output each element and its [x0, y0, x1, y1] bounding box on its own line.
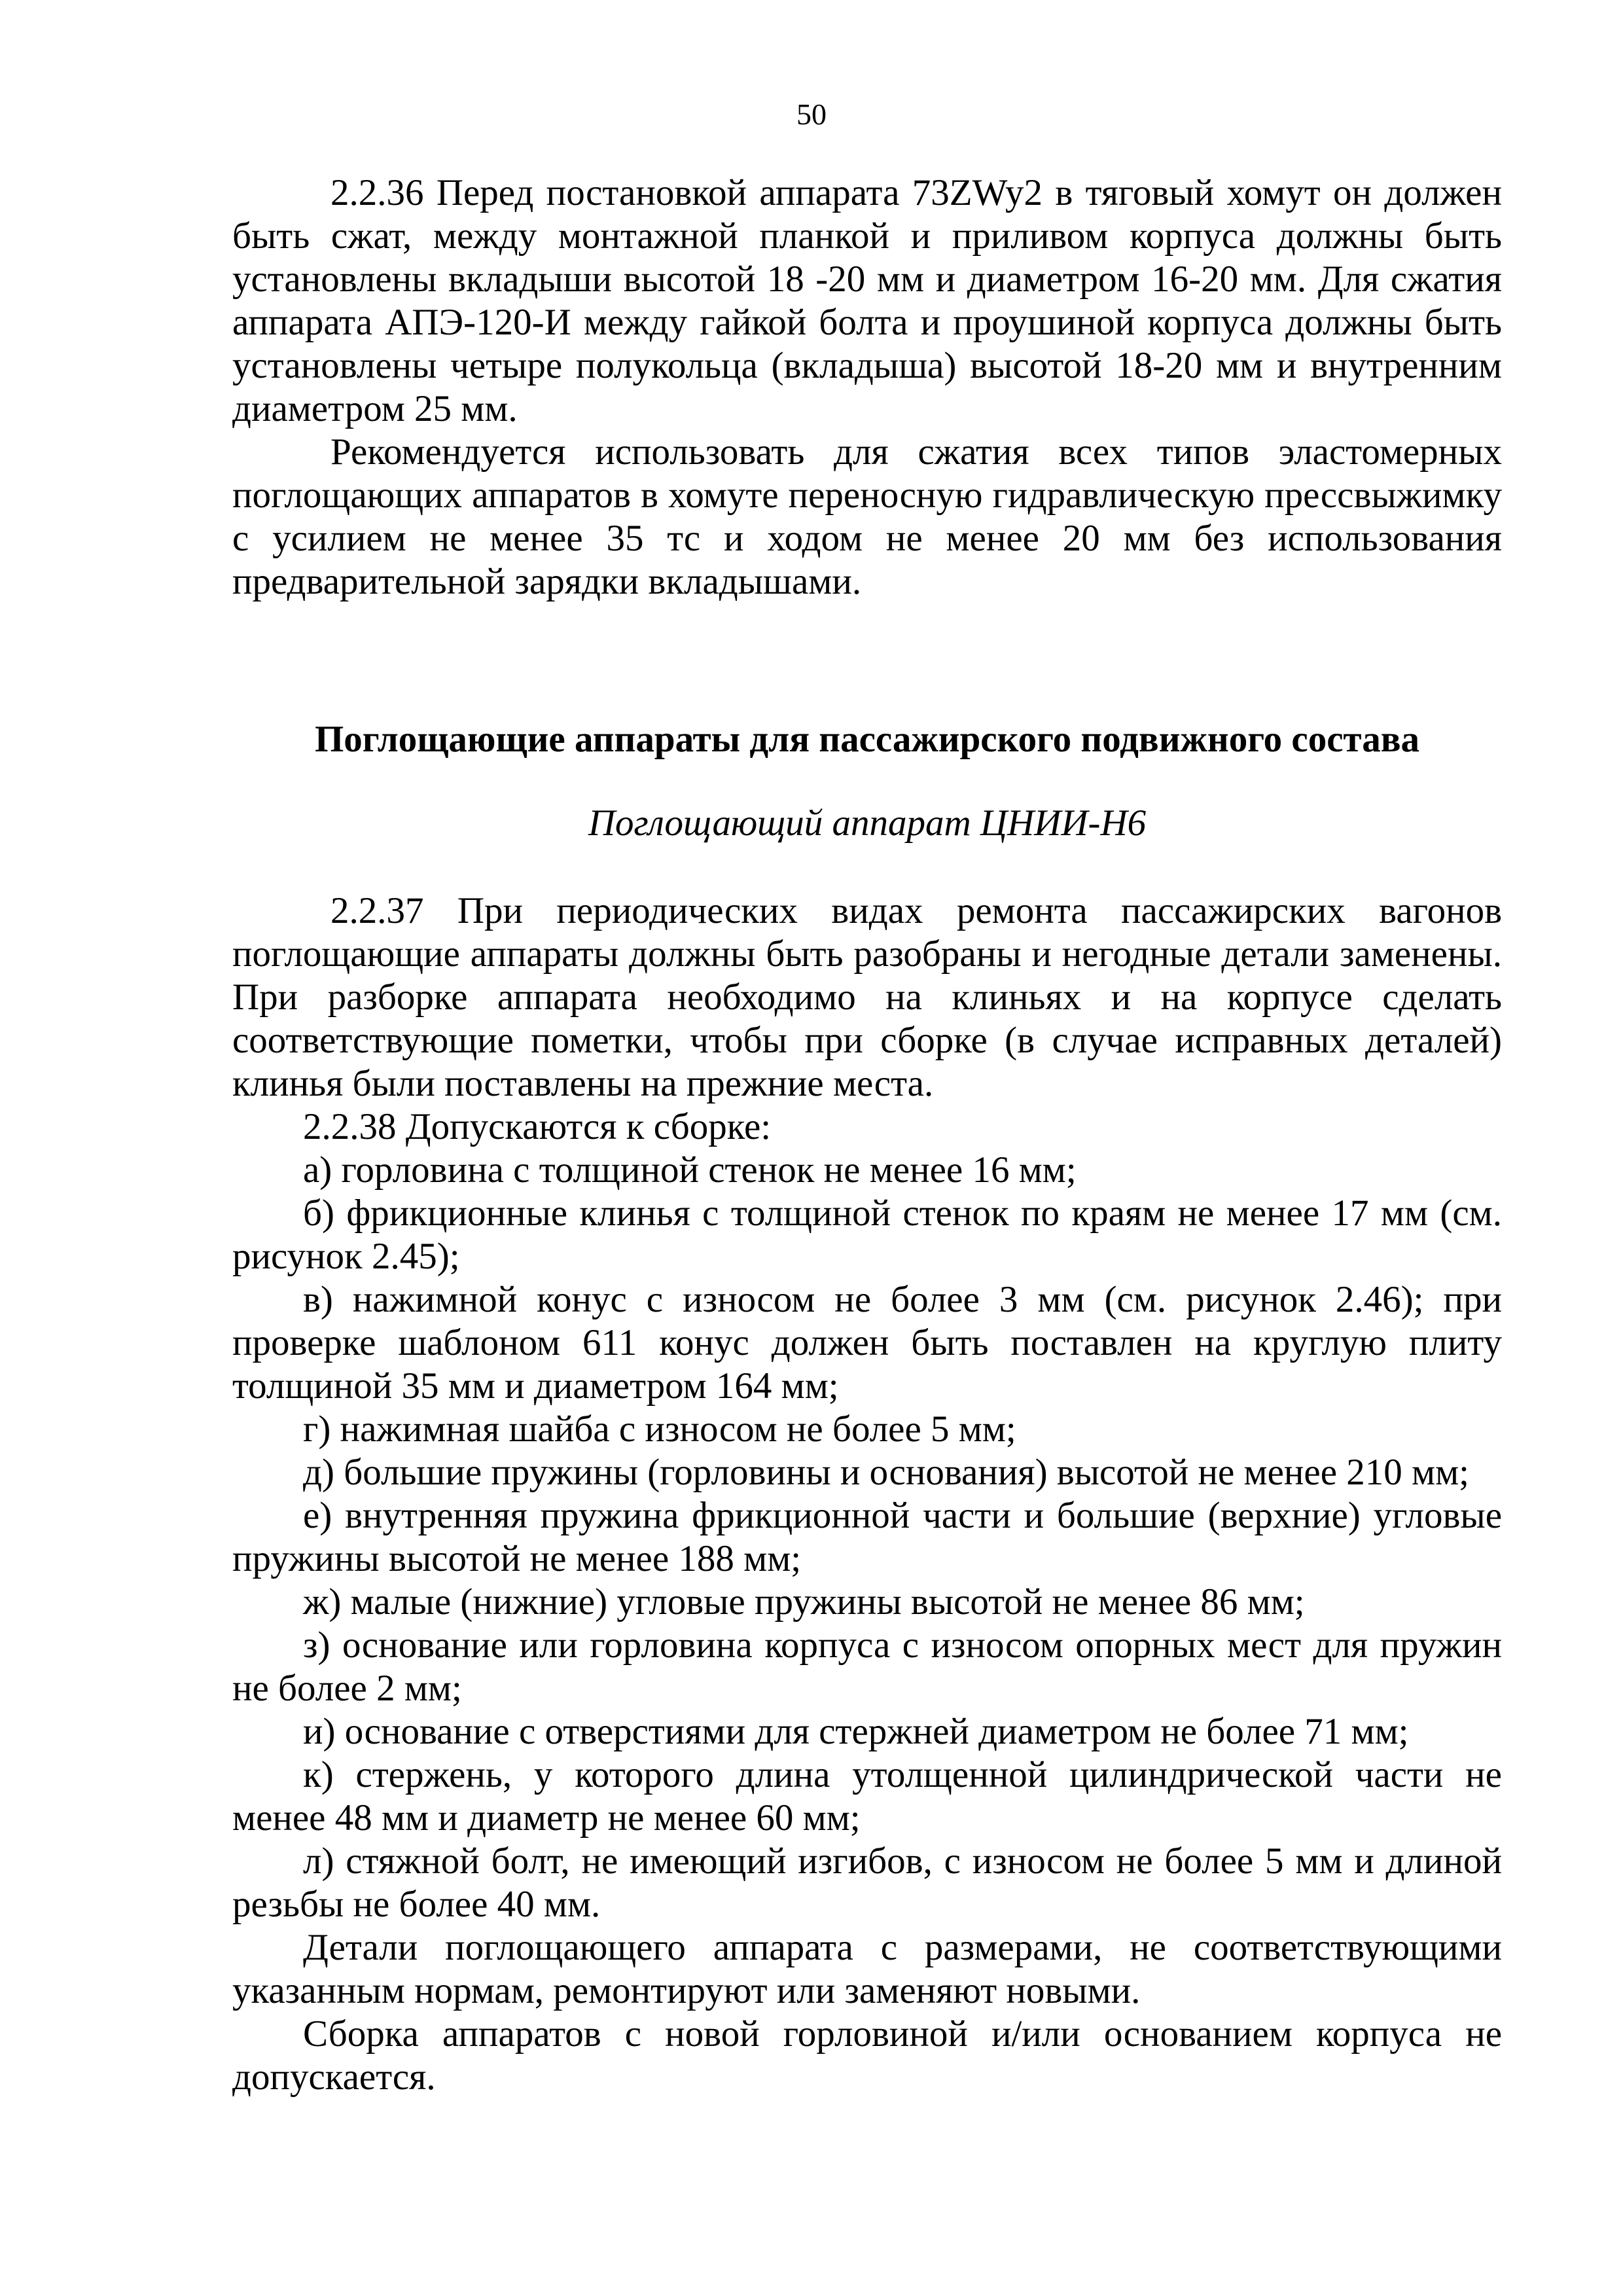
paragraph-2-2-36: 2.2.36 Перед постановкой аппарата 73ZWy2 в тяговый хомут он должен быть сжат, между монтажной планкой и приливом корпуса должны быть установлены вкладыши высотой 18 -20 мм и диаметром 16-20 мм. Для сжатия аппарата АПЭ-120-И между гайкой болта и проушиной корпуса должны быть установлены четыре полукольца (вкладыша) высотой 18-20 мм и внутренним диаметром 25 мм. [232, 172, 1502, 429]
list-item-e: е) внутренняя пружина фрикционной части и большие (верхние) угловые пружины высотой не менее 188 мм; [232, 1495, 1502, 1579]
list-item-g: г) нажимная шайба с износом не более 5 мм; [303, 1408, 1016, 1450]
list-item-l: л) стяжной болт, не имеющий изгибов, с износом не более 5 мм и длиной резьбы не более 40 мм. [232, 1840, 1502, 1925]
section-subheading: Поглощающий аппарат ЦНИИ-Н6 [588, 802, 1147, 844]
list-item-zh: ж) малые (нижние) угловые пружины высотой не менее 86 мм; [303, 1581, 1305, 1623]
paragraph-2-2-38: 2.2.38 Допускаются к сборке: [303, 1106, 772, 1147]
list-item-v: в) нажимной конус с износом не более 3 мм (см. рисунок 2.46); при проверке шаблоном 611 конус должен быть поставлен на круглую плиту толщиной 35 мм и диаметром 164 мм; [232, 1279, 1502, 1407]
list-item-b: б) фрикционные клинья с толщиной стенок по краям не менее 17 мм (см. рисунок 2.45); [232, 1193, 1502, 1277]
list-item-a: а) горловина с толщиной стенок не менее 16 мм; [303, 1149, 1077, 1191]
paragraph-assembly-note: Сборка аппаратов с новой горловиной и/или основанием корпуса не допускается. [232, 2013, 1502, 2098]
section-heading: Поглощающие аппараты для пассажирского подвижного состава [314, 719, 1420, 760]
list-item-i: и) основание с отверстиями для стержней диаметром не более 71 мм; [303, 1711, 1409, 1752]
paragraph-recommendation: Рекомендуется использовать для сжатия всех типов эластомерных поглощающих аппаратов в хомуте переносную гидравлическую прессвыжимку с усилием не менее 35 тс и ходом не менее 20 мм без использования предварительной зарядки вкладышами. [232, 431, 1502, 602]
list-item-z: з) основание или горловина корпуса с износом опорных мест для пружин не более 2 мм; [232, 1624, 1502, 1709]
list-item-k: к) стержень, у которого длина утолщенной цилиндрической части не менее 48 мм и диаметр не менее 60 мм; [232, 1754, 1502, 1839]
paragraph-2-2-37: 2.2.37 При периодических видах ремонта пассажирских вагонов поглощающие аппараты должны быть разобраны и негодные детали заменены. При разборке аппарата необходимо на клиньях и на корпусе сделать соответствующие пометки, чтобы при сборке (в случае исправных деталей) клинья были поставлены на прежние места. [232, 890, 1502, 1104]
document-body [232, 171, 1502, 2099]
paragraph-repair-note: Детали поглощающего аппарата с размерами, не соответствующими указанным нормам, ремонтируют или заменяют новыми. [232, 1927, 1502, 2011]
page-number: 50 [796, 98, 827, 131]
list-item-d: д) большие пружины (горловины и основания) высотой не менее 210 мм; [303, 1452, 1469, 1493]
